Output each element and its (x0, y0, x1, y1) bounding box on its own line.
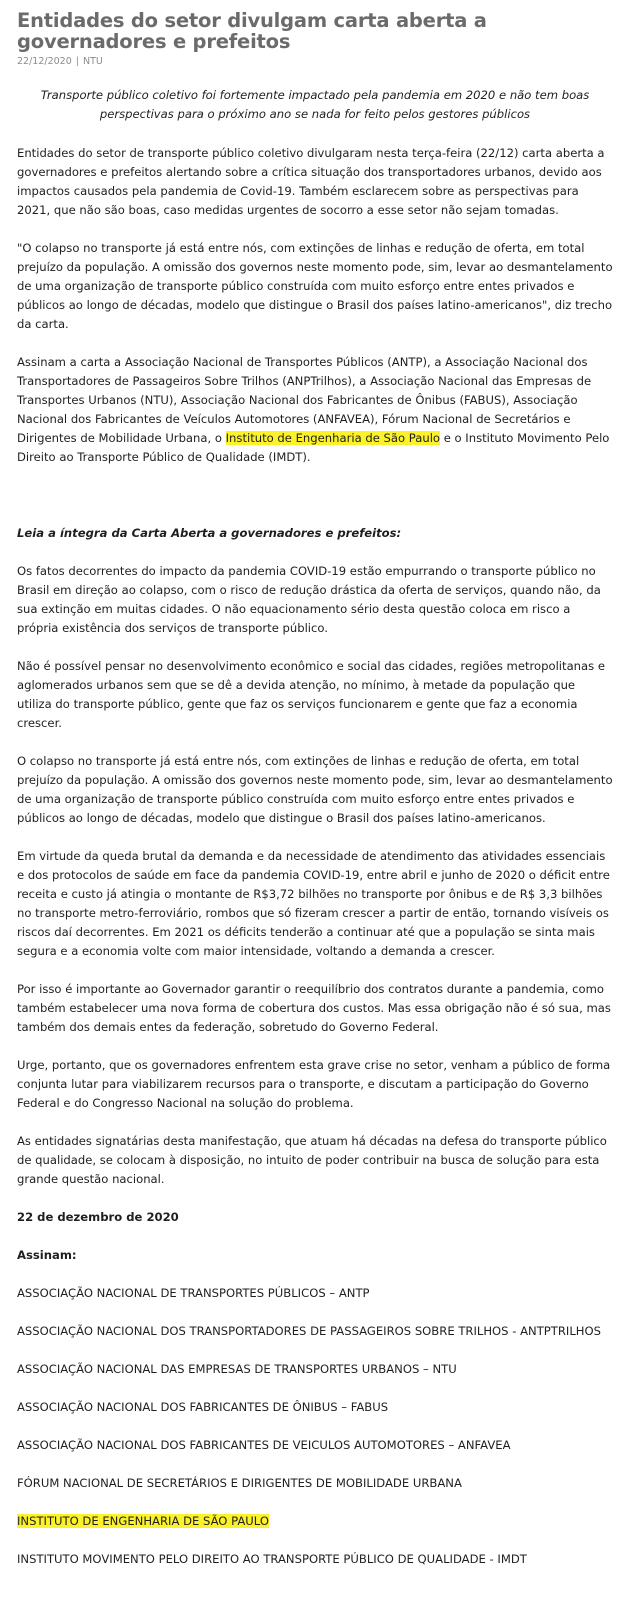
signer-item: INSTITUTO MOVIMENTO PELO DIREITO AO TRANSPORTE PÚBLICO DE QUALIDADE - IMDT (17, 1552, 527, 1566)
article-meta (17, 55, 613, 68)
letter-paragraph: Urge, portanto, que os governadores enfrentem esta grave crise no setor, venham a público de forma conjunta lutar para viabilizarem recursos para o transporte, e discutam a participação do Governo Federal e do Congresso Nacional na solução do problema. (17, 1058, 611, 1110)
article-date: 22/12/2020 (17, 56, 72, 67)
signer-item: ASSOCIAÇÃO NACIONAL DOS FABRICANTES DE VEICULOS AUTOMOTORES – ANFAVEA (17, 1438, 511, 1452)
signers-paragraph-text-end: e o Instituto Movimento Pelo Direito ao Transporte Público de Qualidade (IMDT). (17, 431, 610, 464)
signers-paragraph (17, 353, 613, 467)
signer-item: ASSOCIAÇÃO NACIONAL DOS TRANSPORTADORES DE PASSAGEIROS SOBRE TRILHOS - ANTPTRILHOS (17, 1324, 601, 1338)
intro-quote-paragraph: "O colapso no transporte já está entre nós, com extinções de linhas e redução de oferta, em total prejuízo da população. A omissão dos governos neste momento pode, sim, levar ao desmantelamento de uma organização de transporte público construída com muito esforço entre entes privados e públicos ao longo de décadas, modelo que distingue o Brasil dos países latino-americanos", diz trecho da carta. (17, 241, 613, 331)
letter-paragraph: O colapso no transporte já está entre nós, com extinções de linhas e redução de oferta, em total prejuízo da população. A omissão dos governos neste momento pode, sim, levar ao desmantelamento de uma organização de transporte público construída com muito esforço entre entes privados e públicos ao longo de décadas, modelo que distingue o Brasil dos países latino-americanos. (17, 754, 613, 825)
signer-item: ASSOCIAÇÃO NACIONAL DOS FABRICANTES DE ÔNIBUS – FABUS (17, 1400, 389, 1414)
signer-item: ASSOCIAÇÃO NACIONAL DAS EMPRESAS DE TRANSPORTES URBANOS – NTU (17, 1362, 457, 1376)
signer-item: ASSOCIAÇÃO NACIONAL DE TRANSPORTES PÚBLICOS – ANTP (17, 1286, 370, 1300)
meta-separator: | (75, 56, 79, 67)
letter-paragraph: Não é possível pensar no desenvolvimento econômico e social das cidades, regiões metropolitanas e aglomerados urbanos sem que se dê a devida atenção, no mínimo, à metade da população que utiliza do transporte público, gente que faz os serviços funcionarem e gente que faz a economia crescer. (17, 659, 605, 730)
article-subtitle: Transporte público coletivo foi fortemente impactado pela pandemia em 2020 e não tem boas perspectivas para o próximo ano se nada for feito pelos gestores públicos (40, 88, 590, 121)
article-source: NTU (82, 56, 103, 67)
letter-paragraph: Os fatos decorrentes do impacto da pandemia COVID-19 estão empurrando o transporte público no Brasil em direção ao colapso, com o risco de redução drástica da oferta de serviços, quando não, da sua extinção em muitas cidades. O não equacionamento sério desta questão coloca em risco a própria existência dos serviços de transporte público. (17, 564, 601, 635)
letter-heading: Leia a íntegra da Carta Aberta a governadores e prefeitos: (17, 526, 402, 540)
letter-paragraph: Em virtude da queda brutal da demanda e da necessidade de atendimento das atividades essenciais e dos protocolos de saúde em face da pandemia COVID-19, entre abril e junho de 2020 o déficit entre receita e custo já atingia o montante de R$3,72 bilhões no transporte por ônibus e de R$ 3,3 bilhões no transporte metro-ferroviário, rombos que só fizeram crescer a partir de então, tornando visíveis os riscos daí decorrentes. Em 2021 os déficits tenderão a continuar até que a população se sinta mais segura e a economia volte com maior intensidade, voltando a demanda a crescer. (17, 849, 610, 958)
signers-paragraph-text: Assinam a carta a Associação Nacional de Transportes Públicos (ANTP), a Associação Nacional dos Transportadores de Passageiros Sobre Trilhos (ANPTrilhos), a Associação Nacional das Empresas de Transportes Urbanos (NTU), Associação Nacional dos Fabricantes de Ônibus (FABUS), Associação Nacional dos Fabricantes de Veículos Automotores (ANFAVEA), Fórum Nacional de Secretários e Dirigentes de Mobilidade Urbana, o (17, 355, 592, 445)
intro-paragraph: Entidades do setor de transporte público coletivo divulgaram nesta terça-feira (22/12) carta aberta a governadores e prefeitos alertando sobre a crítica situação dos transportadores urbanos, devido aos impactos causados pela pandemia de Covid-19. Também esclarecem sobre as perspectivas para 2021, que não são boas, caso medidas urgentes de socorro a esse setor não sejam tomadas. (17, 146, 605, 217)
highlighted-institute-text: Instituto de Engenharia de São Paulo (225, 431, 441, 445)
signers-label: Assinam: (17, 1248, 77, 1262)
article-title: Entidades do setor divulgam carta aberta a governadores e prefeitos (17, 9, 487, 53)
signer-item: FÓRUM NACIONAL DE SECRETÁRIOS E DIRIGENTES DE MOBILIDADE URBANA (17, 1476, 462, 1490)
signer-item-highlighted (17, 1512, 613, 1531)
highlighted-institute-signer: INSTITUTO DE ENGENHARIA DE SÃO PAULO (17, 1514, 269, 1528)
letter-date: 22 de dezembro de 2020 (17, 1210, 179, 1224)
letter-paragraph: Por isso é importante ao Governador garantir o reequilíbrio dos contratos durante a pandemia, como também estabelecer uma nova forma de cobertura dos custos. Mas essa obrigação não é só sua, mas também dos demais entes da federação, sobretudo do Governo Federal. (17, 982, 611, 1034)
letter-paragraph: As entidades signatárias desta manifestação, que atuam há décadas na defesa do transporte público de qualidade, se colocam à disposição, no intuito de poder contribuir na busca de solução para esta grande questão nacional. (17, 1134, 607, 1186)
